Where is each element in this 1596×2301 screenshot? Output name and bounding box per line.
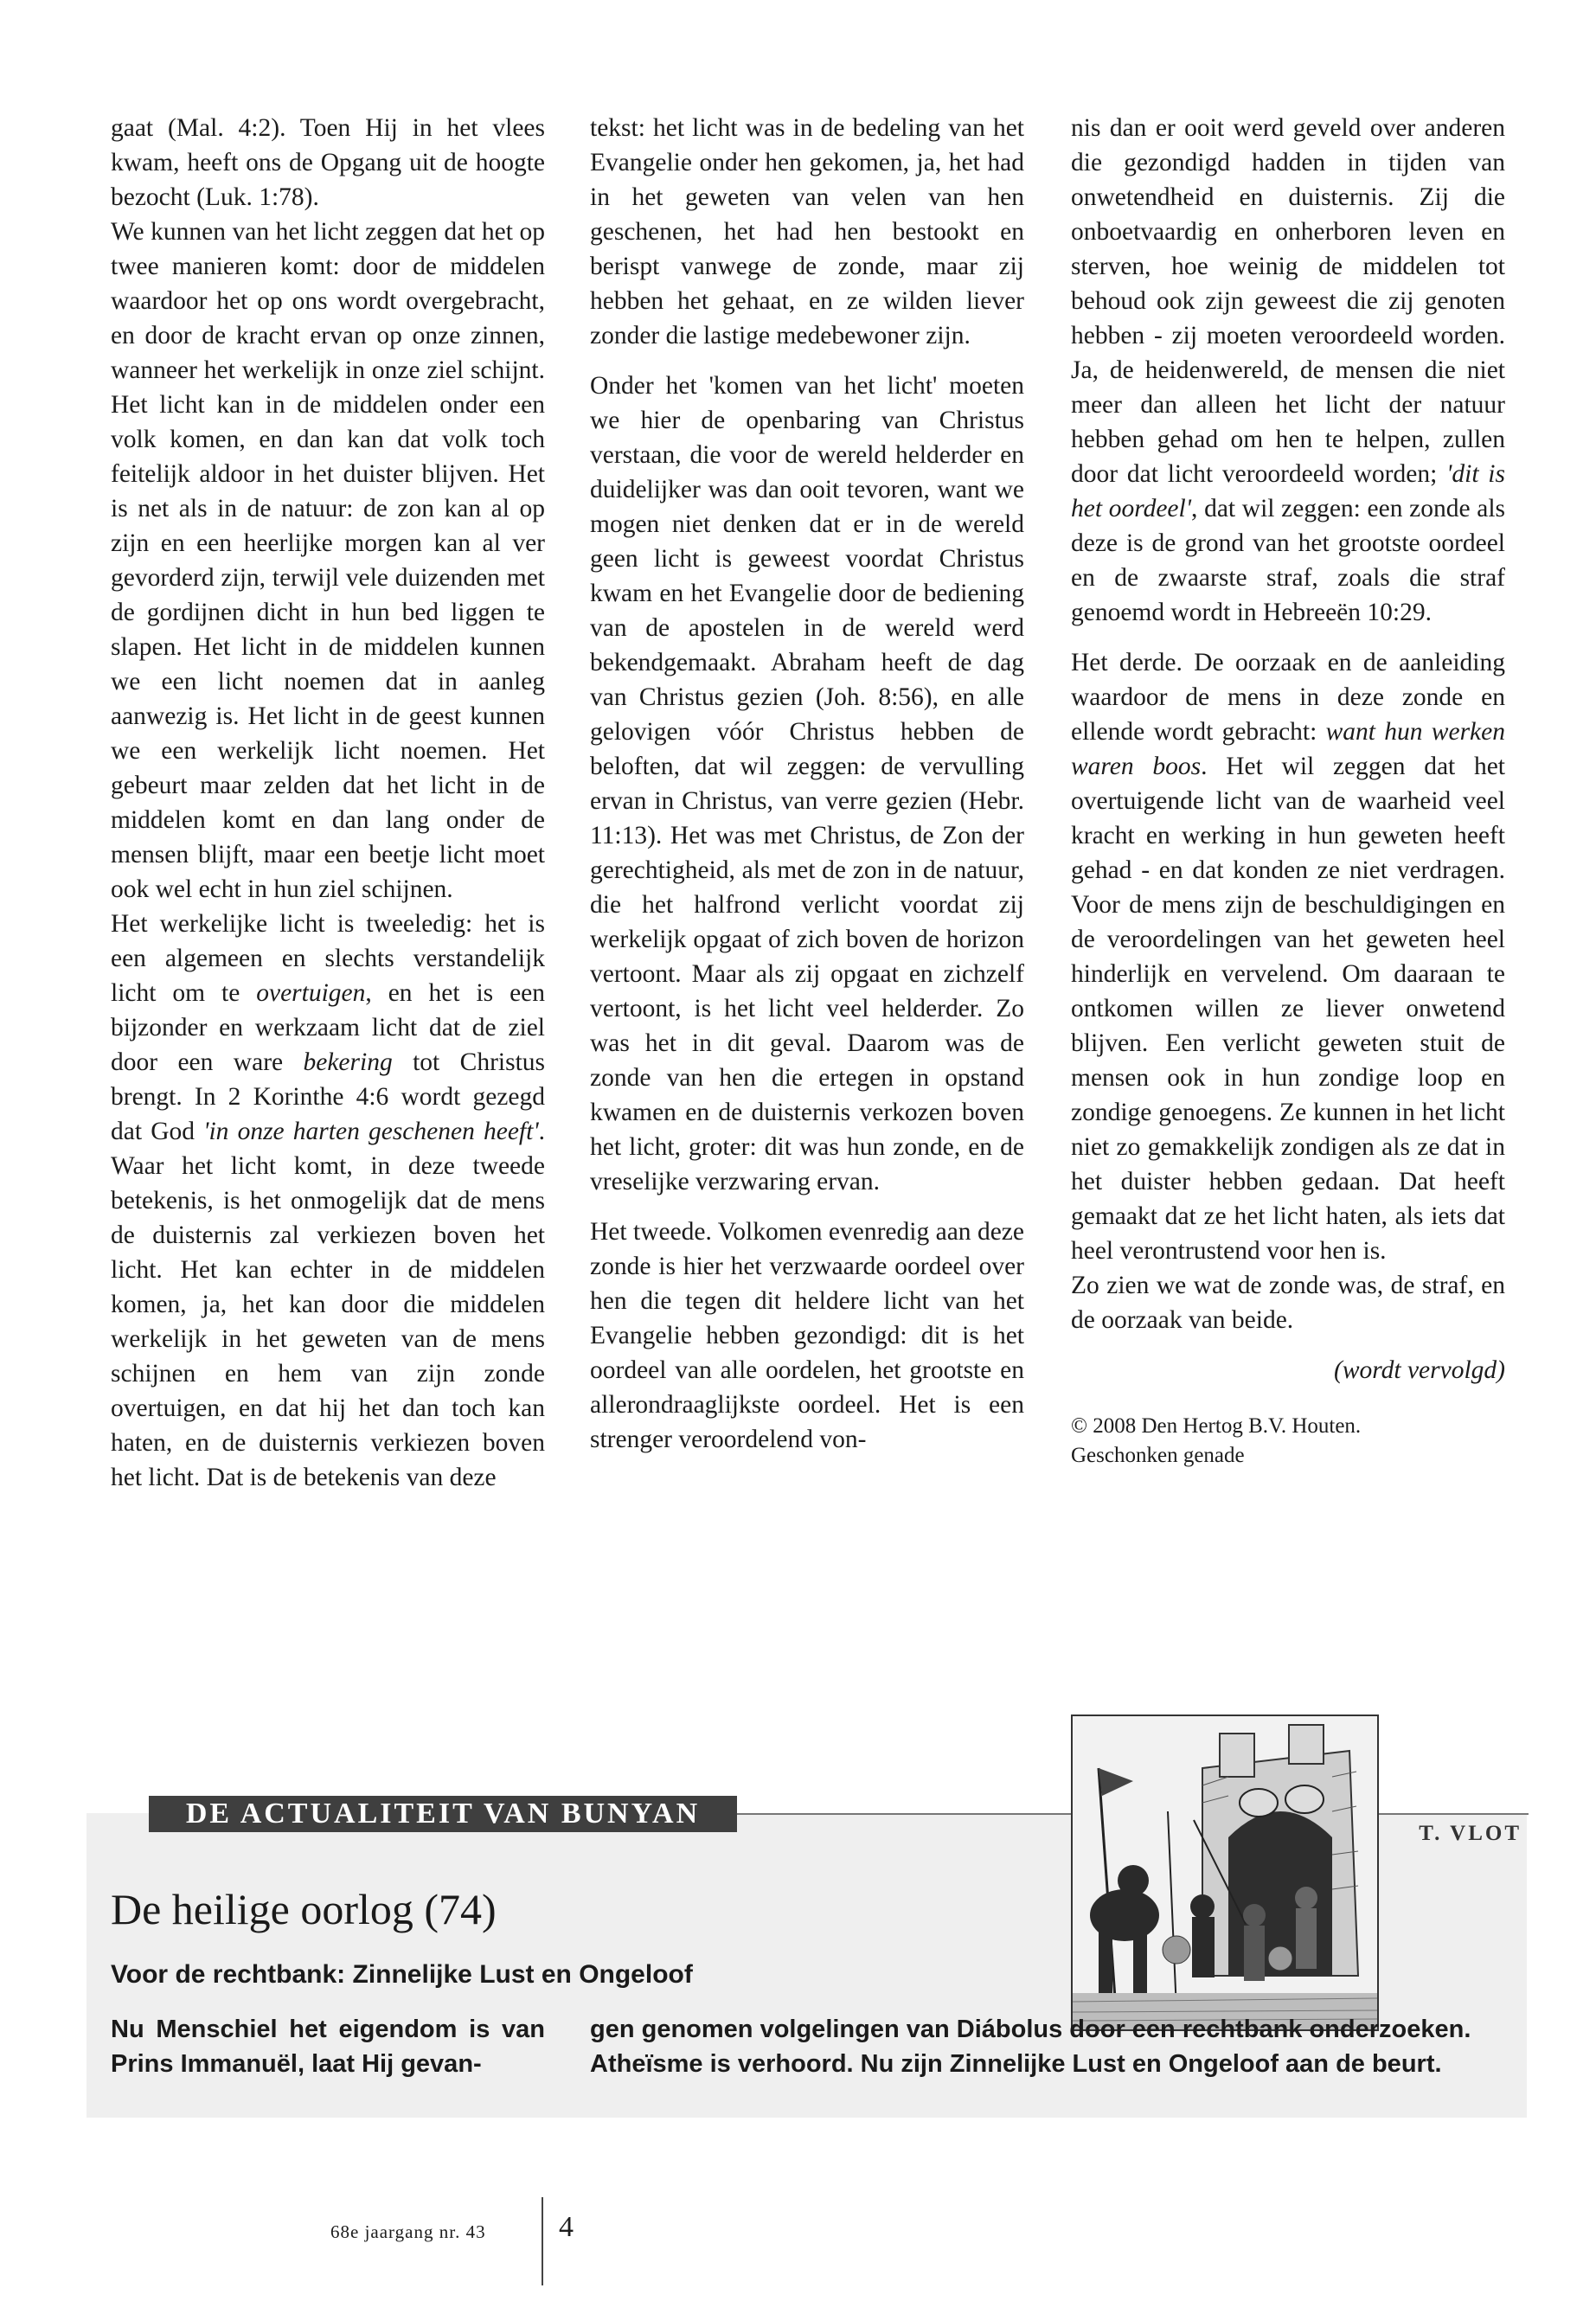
author-name: T. VLOT bbox=[1419, 1822, 1522, 1845]
article-column-2 bbox=[590, 111, 1024, 1457]
paragraph: Het derde. De oorzaak en de aanleiding waardoor de mens in deze zonde en ellende wordt gebracht: want hun werken waren boos. Het wil zeggen dat het overtuigende licht van de waarheid veel kracht en werking in hun geweten heeft gehad - en dat konden ze niet verdragen. Voor de mens zijn de beschuldigingen en de veroordelingen van het geweten heel hinderlijk en vervelend. Om daaraan te ontkomen willen ze liever onwetend blijven. Een verlicht geweten stuit de mensen ook in hun zondige loop en zondige genoegens. Ze kunnen in het licht niet zo gemakkelijk zondigen als ze dat in het duister hebben gedaan. Dat heeft gemaakt dat ze het licht haten, als iets dat heel verontrustend voor hen is. bbox=[1071, 649, 1505, 1265]
woodcut-illustration bbox=[1071, 1715, 1379, 2031]
paragraph: gaat (Mal. 4:2). Toen Hij in het vlees kwam, heeft ons de Opgang uit de hoogte bezocht (Luk. 1:78). bbox=[111, 114, 545, 211]
footer-divider bbox=[542, 2197, 543, 2285]
section-label: DE ACTUALITEIT VAN BUNYAN bbox=[149, 1796, 737, 1832]
continued-note: (wordt vervolgd) bbox=[1334, 1356, 1505, 1384]
paragraph: nis dan er ooit werd geveld over anderen die gezondigd hadden in tijden van onwetendheid en duisternis. Zij die onboetvaardig en onherboren leven en sterven, hoe weinig de middelen tot behoud ook zijn geweest die zij genoten hebben - zij moeten veroordeeld worden. Ja, de heidenwereld, de mensen die niet meer dan alleen het licht der natuur hebben gehad om hen te helpen, zullen door dat licht veroordeeld worden; 'dit is het oordeel', dat wil zeggen: een zonde als deze is de grond van het grootste oordeel en de zwaarste straf, zoals die straf genoemd wordt in Hebreeën 10:29. bbox=[1071, 114, 1505, 626]
intro-text-right: gen genomen volgelingen van Diábolus door een rechtbank onderzoeken. Atheïsme is verhoord. Nu zijn Zinnelijke Lust en Ongeloof aan de beurt. bbox=[590, 2016, 1471, 2078]
paragraph: Onder het 'komen van het licht' moeten we hier de openbaring van Christus verstaan, die voor de wereld helderder en duidelijker was dan ooit tevoren, want we mogen niet denken dat er in de wereld geen licht is geweest voordat Christus kwam en het Evangelie door de bediening van de apostelen in de wereld werd bekendgemaakt. Abraham heeft de dag van Christus gezien (Joh. 8:56), en alle gelovigen vóór Christus hebben de beloften, dat wil zeggen: de vervulling ervan in Christus, van verre gezien (Hebr. 11:13). Het was met Christus, de Zon der gerechtigheid, als met de zon in de natuur, die het halfrond verlicht voordat zij werkelijk opgaat of zich boven de horizon vertoont. Maar als zij opgaat en zichzelf vertoont, is het licht veel helderder. Zo was het in dit geval. Daarom was de zonde van hen die ertegen in opstand kwamen en de duisternis verkozen boven het licht, groter: dit was hun zonde, en de vreselijke verzwaring ervan. bbox=[590, 372, 1024, 1195]
paragraph: Het werkelijke licht is tweeledig: het is een algemeen en slechts verstandelijk licht om te overtuigen, en het is een bijzonder en werkzaam licht dat de ziel door een ware bekering tot Christus brengt. In 2 Korinthe 4:6 wordt gezegd dat God 'in onze harten geschenen heeft'. Waar het licht komt, in deze tweede betekenis, is het onmogelijk dat de mens de duisternis zal verkiezen boven het licht. Het kan echter in de middelen komen, ja, het kan door die middelen werkelijk in het geweten van de mens schijnen en hem van zijn zonde overtuigen, en dat hij het dan toch kan haten, en de duisternis verkiezen boven het licht. Dat is de betekenis van deze bbox=[111, 910, 546, 1491]
article-column-1 bbox=[111, 111, 545, 1495]
paragraph: tekst: het licht was in de bedeling van het Evangelie onder hen gekomen, ja, het had in het geweten van velen van hen geschenen, het had hen bestookt en berispt vanwege de zonde, maar zij hebben het gehaat, en ze wilden liever zonder die lastige medebewoner zijn. bbox=[590, 114, 1024, 349]
article-subtitle: Voor de rechtbank: Zinnelijke Lust en Ongeloof bbox=[111, 1960, 693, 1989]
copyright-notice: © 2008 Den Hertog B.V. Houten. Geschonken genade bbox=[1071, 1414, 1362, 1467]
article-title: De heilige oorlog (74) bbox=[111, 1885, 497, 1933]
article-column-3 bbox=[1071, 111, 1505, 1471]
paragraph: Zo zien we wat de zonde was, de straf, en de oorzaak van beide. bbox=[1071, 1272, 1505, 1334]
page-number: 4 bbox=[559, 2211, 574, 2243]
paragraph: We kunnen van het licht zeggen dat het op twee manieren komt: door de middelen waardoor het op ons wordt overgebracht, en door de kracht ervan op onze zinnen, wanneer het werkelijk in onze ziel schijnt. Het licht kan in de middelen onder een volk komen, en dan kan dat volk toch feitelijk aldoor in het duister blijven. Het is net als in de natuur: de zon kan al op zijn en een heerlijke morgen kan al ver gevorderd zijn, terwijl vele duizenden met de gordijnen dicht in hun bed liggen te slapen. Het licht in de middelen kunnen we een licht noemen dat in aanleg aanwezig is. Het licht in de geest kunnen we een werkelijk licht noemen. Het gebeurt maar zelden dat het licht in de middelen komt en dan lang onder de mensen blijft, maar een beetje licht moet ook wel echt in hun ziel schijnen. bbox=[111, 218, 545, 903]
issue-info: 68e jaargang nr. 43 bbox=[330, 2221, 486, 2242]
intro-text-left: Nu Menschiel het eigendom is van Prins Immanuël, laat Hij gevan- bbox=[111, 2016, 545, 2078]
paragraph: Het tweede. Volkomen evenredig aan deze zonde is hier het verzwaarde oordeel over hen die tegen dit heldere licht van het Evangelie hebben gezondigd: dit is het oordeel van alle oordelen, het grootste en allerondraaglijkste oordeel. Het is een strenger veroordelend von- bbox=[590, 1218, 1024, 1453]
woodcut-drawing bbox=[1073, 1716, 1377, 2029]
